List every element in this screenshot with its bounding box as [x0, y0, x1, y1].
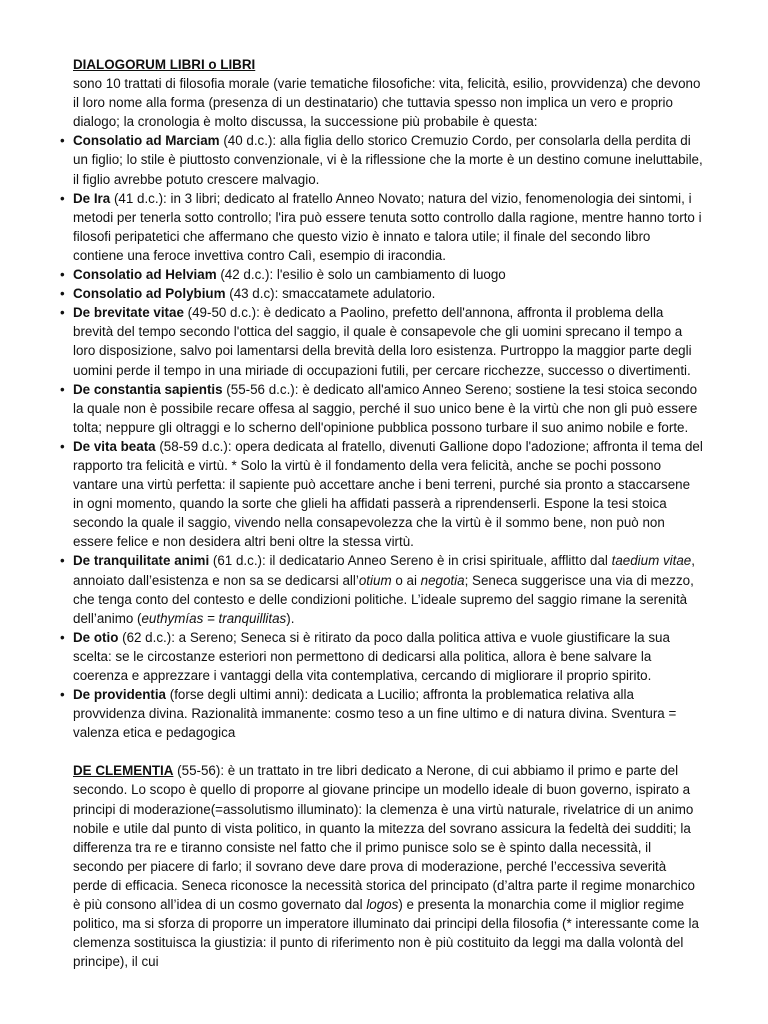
work-title: Consolatio ad Marciam: [73, 133, 220, 149]
bullet-icon: •: [60, 286, 65, 302]
work-description: (58-59 d.c.): opera dedicata al fratello, divenuti Gallione dopo l'adozione; affronta il tema del rapporto tra felicità e virtù. * Solo la virtù è il fondamento della vera felicità, anche se pochi possono vantare una virtù perfetta: il sapiente può accettare anche i beni terreni, purché sia pronto a staccarsene in ogni momento, quando la sorte che glieli ha affidati passerà a riprendenserli. Espone la tesi stoica secondo la quale il saggio, vivendo nella consapevolezza che la virtù è il sommo bene, non può non essere felice e non desidera altri beni oltre la stessa virtù.: [73, 438, 703, 550]
bullet-icon: •: [60, 190, 65, 206]
work-description: ).: [286, 610, 295, 626]
bullet-icon: •: [60, 687, 65, 703]
bullet-icon: •: [60, 305, 65, 321]
bullet-icon: •: [60, 381, 65, 397]
list-item-consolatio-ad-marciam: [60, 131, 703, 188]
section-text: (55-56): è un trattato in tre libri dedicato a Nerone, di cui abbiamo il primo e parte del secondo. Lo scopo è quello di proporre al giovane principe un modello ideale di buon governo, ispirato a principi di moderazione(=assolutismo illuminato): la clemenza è una virtù naturale, rivelatrice di un animo nobile e utile dal punto di vista politico, in quanto la mitezza del sovrano assicura la fedeltà dei sudditi; la differenza tra re e tiranno consiste nel fatto che il primo punisce solo se è spinto dalla necessità, il secondo per piacere di farlo; il sovrano deve dare prova di moderazione, perché l’eccessiva severità perde di efficacia. Seneca riconosce la necessità storica del principato (d’altra parte il regime monarchico è più consono all’idea di un cosmo governato dal: [73, 763, 695, 913]
list-item-de-providentia: [60, 685, 703, 742]
work-description: o ai: [391, 572, 421, 588]
section-heading-dialogorum: DIALOGORUM LIBRI o LIBRI: [73, 57, 256, 72]
list-item-de-ira: [60, 189, 703, 265]
list-item-consolatio-ad-polybium: [60, 284, 703, 303]
work-title: De providentia: [73, 687, 167, 703]
work-description: (55-56 d.c.): è dedicato all'amico Anneo Sereno; sostiene la tesi stoica secondo la quale non è possibile recare offesa al saggio, perché il suo unico bene è la virtù che non gli può essere tolta; neppure gli oltraggi e lo scherno dell'opinione pubblica possono turbare il suo animo nobile e forte.: [73, 381, 698, 435]
latin-term: euthymías = tranquillitas: [141, 610, 287, 626]
document-body: [60, 55, 703, 971]
bullet-icon: •: [60, 438, 65, 454]
work-description: (61 d.c.): il dedicatario Anneo Sereno è in crisi spirituale, afflitto dal: [209, 553, 612, 569]
work-description: (43 d.c): smaccatamete adulatorio.: [225, 286, 436, 302]
bullet-icon: •: [60, 133, 65, 149]
latin-term: otium: [358, 572, 392, 588]
work-title: Consolatio ad Polybium: [73, 286, 226, 302]
section-heading-de-clementia: DE CLEMENTIA: [73, 763, 174, 779]
latin-term: negotia: [420, 572, 465, 588]
paragraph-spacer: [73, 742, 703, 761]
bullet-icon: •: [60, 267, 65, 283]
work-title: Consolatio ad Helviam: [73, 267, 217, 283]
work-title: De brevitate vitae: [73, 305, 184, 321]
work-description: (42 d.c.): l'esilio è solo un cambiamento di luogo: [216, 267, 506, 283]
work-description: (41 d.c.): in 3 libri; dedicato al fratello Anneo Novato; natura del vizio, fenomenologia dei sintomi, i metodi per tenerla sotto controllo; l'ira può essere tenuta sotto controllo dalla ragione, mentre hanno torto i filosofi peripatetici che affermano che questo vizio è innato e talora utile; il finale del secondo libro contiene una feroce invettiva contro Calì, esempio di iracondia.: [73, 190, 702, 263]
list-item-de-tranquilitate-animi: [60, 551, 703, 627]
latin-term: taedium vitae: [611, 553, 692, 569]
work-description: (62 d.c.): a Sereno; Seneca si è ritirato da poco dalla politica attiva e vuole giustificare la sua scelta: se le circostanze esteriori non permettono di dedicarsi alla politica, allora è bene salvare la coerenza e apprezzare i vantaggi della vita contemplativa, cercando di migliorare il proprio spirito.: [73, 629, 670, 683]
work-title: De constantia sapientis: [73, 381, 223, 397]
list-item-consolatio-ad-helviam: [60, 265, 703, 284]
work-description: (40 d.c.): alla figlia dello storico Cremuzio Cordo, per consolarla della perdita di un figlio; lo stile è piuttosto convenzionale, vi è la riflessione che la morte è un destino comune ineluttabile, il figlio avrebbe potuto crescere malvagio.: [73, 133, 703, 187]
work-description: (forse degli ultimi anni): dedicata a Lucilio; affronta la problematica relativa alla provvidenza divina. Razionalità immanente: cosmo teso a un fine ultimo e di natura divina. Sventura = valenza etica e pedagogica: [73, 687, 677, 741]
section-text: ) e presenta la monarchia come il miglior regime politico, ma si sforza di proporre un imperatore illuminato dai principi della filosofia (* interessante come la clemenza sostituisca la giustizia: il punto di riferimento non è più costituito da leggi ma dalla volontà del principe), il cui: [73, 897, 699, 970]
work-description: , annoiato dall’esistenza e non sa se dedicarsi all’: [73, 553, 695, 588]
bullet-icon: •: [60, 629, 65, 645]
work-description: ; Seneca suggerisce una via di mezzo, che tenga conto del contesto e delle condizioni politiche. L’ideale supremo del saggio rimane la serenità dell’animo (: [73, 572, 694, 626]
section-de-clementia: [73, 761, 703, 971]
list-item-de-constantia-sapientis: [60, 380, 703, 437]
list-item-de-vita-beata: [60, 437, 703, 552]
latin-term: logos: [366, 897, 399, 913]
work-description: (49-50 d.c.): è dedicato a Paolino, prefetto dell'annona, affronta il problema della brevità del tempo secondo l'ottica del saggio, il quale è consapevole che gli uomini sprecano il tempo a loro disposizione, salvo poi lamentarsi della brevità della loro esistenza. Purtroppo la maggior parte degli uomini perde il tempo in una miriade di occupazioni futili, per cercare ricchezze, successo o divertimenti.: [73, 305, 692, 378]
work-title: De otio: [73, 629, 119, 645]
section-intro: sono 10 trattati di filosofia morale (varie tematiche filosofiche: vita, felicità, esilio, provvidenza) che devono il loro nome alla forma (presenza di un destinatario) che tuttavia spesso non implica un vero e proprio dialogo; la cronologia è molto discussa, la successione più probabile è questa:: [73, 76, 701, 130]
list-item-de-brevitate-vitae: [60, 303, 703, 379]
work-title: De tranquilitate animi: [73, 553, 210, 569]
work-title: De Ira: [73, 190, 111, 206]
works-list: [60, 131, 703, 742]
bullet-icon: •: [60, 553, 65, 569]
work-title: De vita beata: [73, 438, 156, 454]
list-item-de-otio: [60, 628, 703, 685]
